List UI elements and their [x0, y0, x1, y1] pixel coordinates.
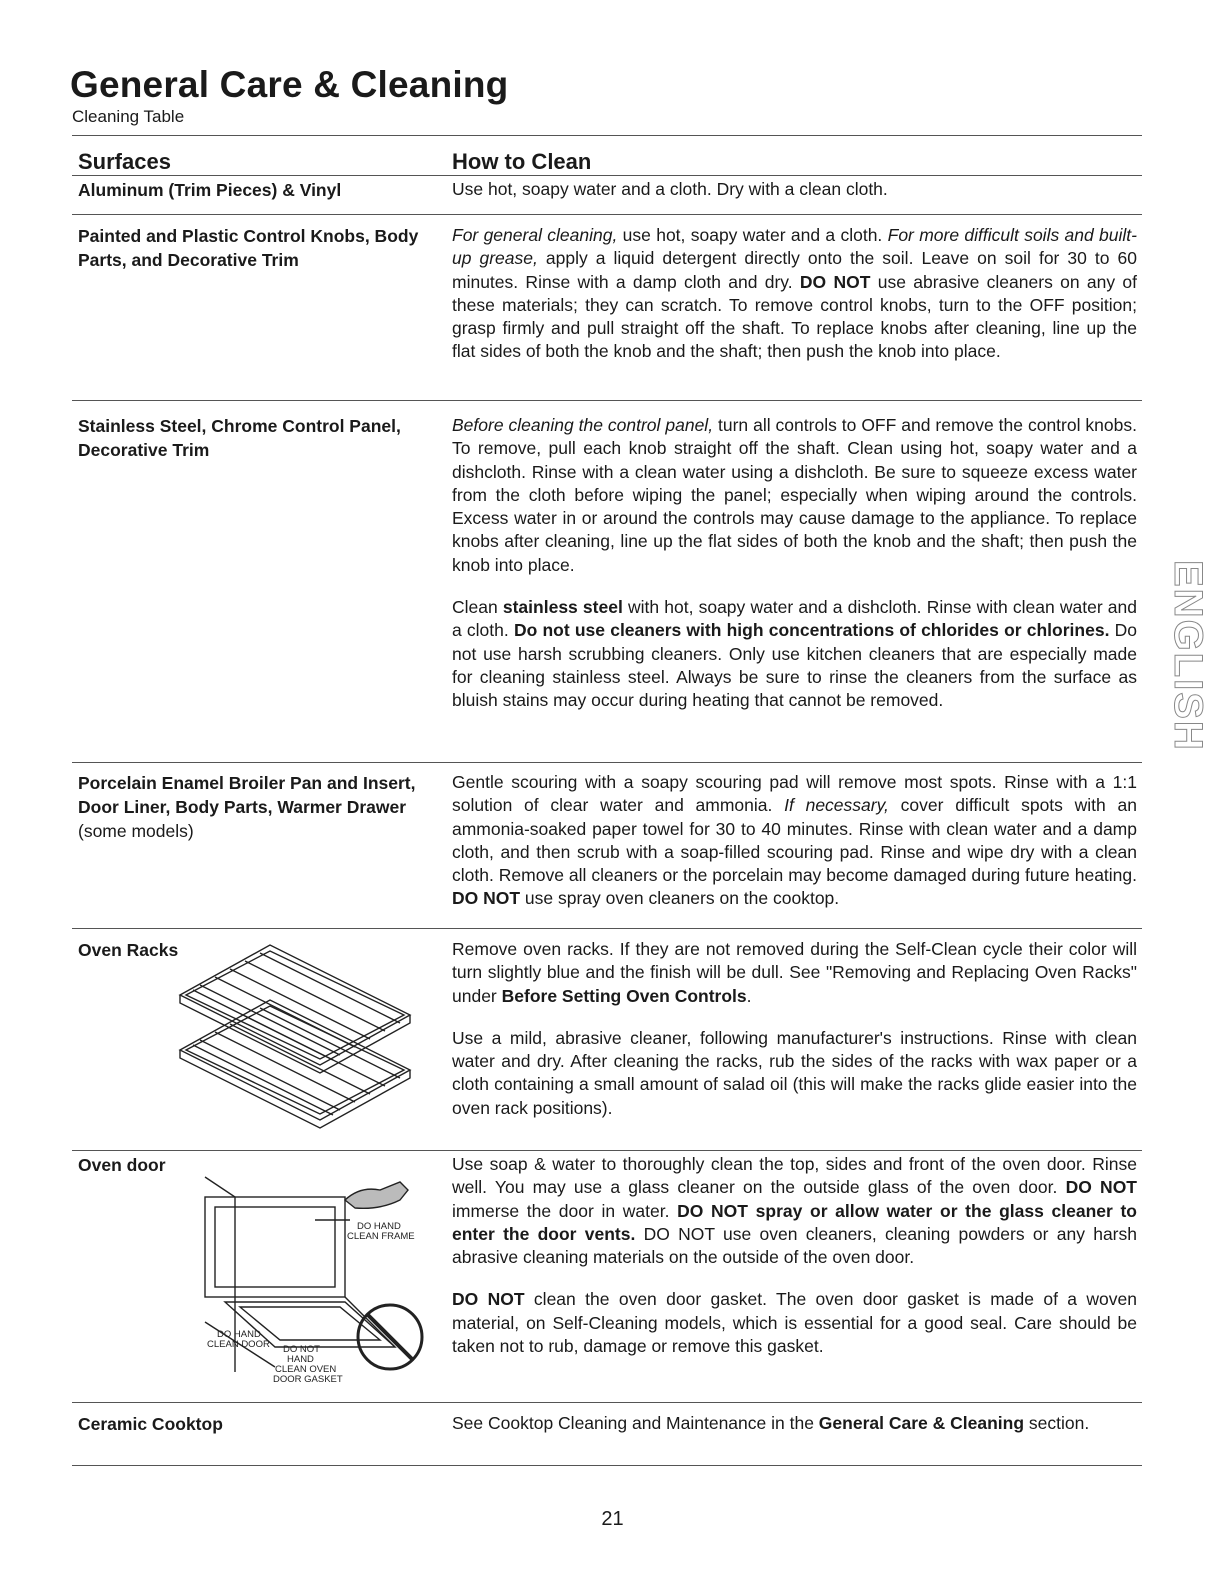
svg-text:HAND: HAND — [287, 1354, 314, 1365]
page-title: General Care & Cleaning — [70, 64, 509, 105]
instruction-paragraph: Clean stainless steel with hot, soapy water and a dishcloth. Rinse with clean water and a cloth. Do not use cleaners with high concentrations of chlorides or chlorines. Do not use harsh scrubbing cleaners. Only use kitchen cleaners that are especially made for cleaning stainless steel. Always be sure to rinse the cleaners from the surface as bluish stains may occur during heating that cannot be removed. — [452, 597, 1137, 711]
header-divider — [72, 175, 1142, 176]
instruction-paragraph: See Cooktop Cleaning and Maintenance in the General Care & Cleaning section. — [452, 1413, 1090, 1433]
instruction-paragraph: Before cleaning the control panel, turn all controls to OFF and remove the control knobs. To remove, pull each knob straight off the shaft. Clean using hot, soapy water and a dishcloth. Rinse with a clean water using a dishcloth. Be sure to squeeze excess water from the cloth before wiping the panel; especially when wiping around the controls. Excess water in or around the controls may cause damage to the appliance. To replace knobs after cleaning, line up the flat sides of both the knob and the shaft; then push the knob into place. — [452, 415, 1137, 575]
svg-text:DO HAND: DO HAND — [357, 1221, 401, 1232]
language-side-tab: ENGLISH — [1166, 560, 1210, 752]
instruction-paragraph: Use soap & water to thoroughly clean the top, sides and front of the oven door. Rinse well. You may use a glass cleaner on the outside glass of the oven door. DO NOT immerse the door in water. DO NOT spray or allow water or the glass cleaner to enter the door vents. DO NOT use oven cleaners, cleaning powders or any harsh abrasive cleaning materials on the outside of the oven door. — [452, 1154, 1137, 1268]
surface-label: Oven door — [78, 1155, 166, 1175]
how-to-clean-text — [452, 938, 1137, 1120]
page-number: 21 — [601, 1508, 624, 1530]
svg-text:CLEAN DOOR: CLEAN DOOR — [207, 1339, 270, 1350]
how-to-clean-text — [452, 1412, 1137, 1435]
instruction-paragraph: Use a mild, abrasive cleaner, following manufacturer's instructions. Rinse with clean water and dry. After cleaning the racks, rub the sides of the racks with wax paper or a cloth containing a small amount of salad oil (this will make the racks glide easier into the oven rack positions). — [452, 1027, 1137, 1118]
row-divider — [72, 762, 1142, 763]
instruction-paragraph: DO NOT clean the oven door gasket. The oven door gasket is made of a woven material, on Self-Cleaning models, which is essential for a good seal. Care should be taken not to rub, damage or remove this gasket. — [452, 1289, 1137, 1357]
page-subtitle: Cleaning Table — [72, 107, 185, 126]
surface-label: Ceramic Cooktop — [78, 1414, 223, 1434]
row-divider — [72, 1150, 1142, 1151]
instruction-paragraph: Gentle scouring with a soapy scouring pad will remove most spots. Rinse with a 1:1 solution of clear water and ammonia. If necessary, cover difficult spots with an ammonia-soaked paper towel for 30 to 40 minutes. Rinse with clean water and a damp cloth, and then scrub with a soap-filled scouring pad. Rinse and wipe dry with a clean cloth. Remove all cleaners or the porcelain may become damaged during future heating. DO NOT use spray oven cleaners on the cooktop. — [452, 772, 1137, 909]
how-to-clean-text — [452, 771, 1137, 911]
surface-label: Porcelain Enamel Broiler Pan and Insert, Door Liner, Body Parts, Warmer Drawer (some models) — [78, 773, 416, 841]
row-divider — [72, 928, 1142, 929]
column-header-surfaces: Surfaces — [78, 149, 171, 174]
oven-door-illustration — [195, 1172, 440, 1397]
instruction-paragraph: For general cleaning, use hot, soapy water and a cloth. For more difficult soils and built-up grease, apply a liquid detergent directly onto the soil. Leave on soil for 30 to 60 minutes. Rinse with a damp cloth and dry. DO NOT use abrasive cleaners on any of these materials; they can scratch. To remove control knobs, turn to the OFF position; grasp firmly and pull straight off the shaft. To replace knobs after cleaning, line up the flat sides of both the knob and the shaft; then push the knob into place. — [452, 225, 1137, 362]
column-header-how-to-clean: How to Clean — [452, 149, 592, 174]
oven-racks-illustration — [160, 935, 430, 1150]
svg-text:CLEAN OVEN: CLEAN OVEN — [275, 1364, 337, 1375]
row-divider — [72, 400, 1142, 401]
instruction-paragraph: Remove oven racks. If they are not removed during the Self-Clean cycle their color will turn slightly blue and the finish will be dull. See "Removing and Replacing Oven Racks" under Before Setting Oven Controls. — [452, 939, 1137, 1006]
how-to-clean-text — [452, 414, 1137, 713]
row-divider — [72, 214, 1142, 215]
svg-text:DO NOT: DO NOT — [283, 1344, 320, 1355]
instruction-paragraph: Use hot, soapy water and a cloth. Dry with a clean cloth. — [452, 179, 888, 199]
title-divider — [72, 135, 1142, 136]
surface-label: Stainless Steel, Chrome Control Panel, Decorative Trim — [78, 416, 401, 460]
surface-label: Oven Racks — [78, 940, 179, 960]
row-divider — [72, 1402, 1142, 1403]
how-to-clean-text — [452, 1153, 1137, 1358]
svg-text:CLEAN FRAME: CLEAN FRAME — [347, 1231, 415, 1242]
svg-text:DOOR GASKET: DOOR GASKET — [273, 1374, 343, 1385]
how-to-clean-text — [452, 178, 1137, 201]
surface-label: Aluminum (Trim Pieces) & Vinyl — [78, 180, 342, 200]
surface-label: Painted and Plastic Control Knobs, Body Parts, and Decorative Trim — [78, 226, 419, 270]
table-bottom-divider — [72, 1465, 1142, 1466]
svg-text:DO HAND: DO HAND — [217, 1329, 261, 1340]
how-to-clean-text — [452, 224, 1137, 364]
